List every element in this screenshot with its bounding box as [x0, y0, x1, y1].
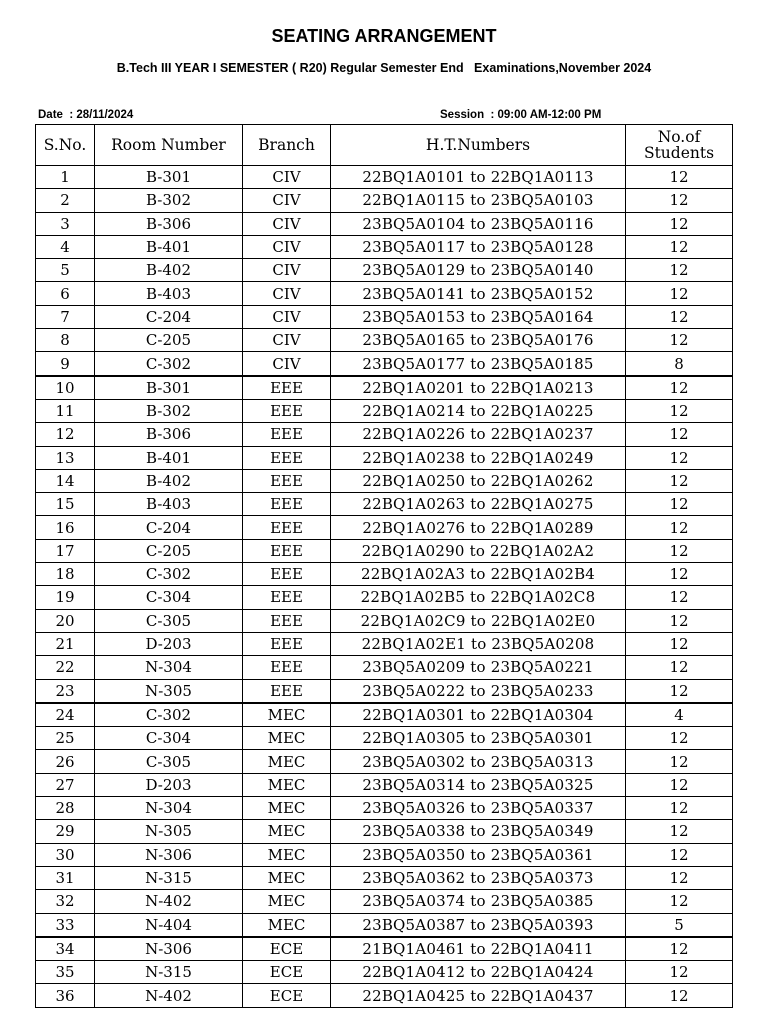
cell-sno: 18 [36, 563, 95, 586]
cell-ht-numbers: 22BQ1A0226 to 22BQ1A0237 [331, 423, 626, 446]
cell-students: 12 [626, 797, 733, 820]
cell-students: 12 [626, 773, 733, 796]
cell-ht-numbers: 22BQ1A0101 to 22BQ1A0113 [331, 166, 626, 189]
cell-room: N-305 [95, 820, 243, 843]
cell-sno: 28 [36, 797, 95, 820]
cell-students: 12 [626, 166, 733, 189]
cell-room: B-306 [95, 212, 243, 235]
cell-sno: 6 [36, 282, 95, 305]
cell-branch: MEC [243, 773, 331, 796]
table-row [36, 632, 733, 655]
cell-branch: CIV [243, 235, 331, 258]
cell-ht-numbers: 22BQ1A0412 to 22BQ1A0424 [331, 961, 626, 984]
cell-branch: ECE [243, 961, 331, 984]
table-row [36, 679, 733, 703]
cell-ht-numbers: 23BQ5A0338 to 23BQ5A0349 [331, 820, 626, 843]
cell-students: 12 [626, 329, 733, 352]
cell-ht-numbers: 22BQ1A0305 to 23BQ5A0301 [331, 727, 626, 750]
cell-students: 12 [626, 189, 733, 212]
cell-branch: CIV [243, 305, 331, 328]
cell-sno: 2 [36, 189, 95, 212]
cell-branch: CIV [243, 352, 331, 376]
cell-room: N-305 [95, 679, 243, 703]
cell-students: 12 [626, 890, 733, 913]
cell-sno: 4 [36, 235, 95, 258]
cell-branch: EEE [243, 376, 331, 400]
cell-ht-numbers: 23BQ5A0104 to 23BQ5A0116 [331, 212, 626, 235]
cell-ht-numbers: 23BQ5A0153 to 23BQ5A0164 [331, 305, 626, 328]
table-row [36, 493, 733, 516]
cell-sno: 15 [36, 493, 95, 516]
cell-ht-numbers: 23BQ5A0374 to 23BQ5A0385 [331, 890, 626, 913]
cell-ht-numbers: 22BQ1A0263 to 22BQ1A0275 [331, 493, 626, 516]
cell-room: N-404 [95, 913, 243, 937]
cell-room: C-305 [95, 750, 243, 773]
cell-room: B-402 [95, 259, 243, 282]
table-row [36, 797, 733, 820]
col-header-branch: Branch [243, 125, 331, 166]
cell-students: 12 [626, 609, 733, 632]
table-row [36, 937, 733, 961]
table-row [36, 516, 733, 539]
table-row [36, 423, 733, 446]
cell-branch: EEE [243, 656, 331, 679]
table-row [36, 656, 733, 679]
cell-branch: EEE [243, 516, 331, 539]
table-row [36, 961, 733, 984]
cell-students: 8 [626, 352, 733, 376]
cell-sno: 35 [36, 961, 95, 984]
col-header-ht-numbers: H.T.Numbers [331, 125, 626, 166]
cell-sno: 34 [36, 937, 95, 961]
cell-ht-numbers: 21BQ1A0461 to 22BQ1A0411 [331, 937, 626, 961]
cell-ht-numbers: 23BQ5A0129 to 23BQ5A0140 [331, 259, 626, 282]
cell-room: C-302 [95, 563, 243, 586]
cell-branch: MEC [243, 820, 331, 843]
cell-sno: 30 [36, 843, 95, 866]
table-row [36, 866, 733, 889]
table-row [36, 399, 733, 422]
cell-branch: CIV [243, 259, 331, 282]
cell-sno: 25 [36, 727, 95, 750]
table-row [36, 446, 733, 469]
cell-room: N-402 [95, 984, 243, 1007]
cell-students: 12 [626, 820, 733, 843]
col-header-students: No.of Students [626, 125, 733, 166]
cell-branch: EEE [243, 423, 331, 446]
page-title: SEATING ARRANGEMENT [271, 26, 497, 46]
cell-ht-numbers: 23BQ5A0222 to 23BQ5A0233 [331, 679, 626, 703]
cell-students: 12 [626, 750, 733, 773]
cell-room: D-203 [95, 632, 243, 655]
cell-students: 12 [626, 235, 733, 258]
cell-ht-numbers: 22BQ1A02C9 to 22BQ1A02E0 [331, 609, 626, 632]
cell-branch: ECE [243, 937, 331, 961]
cell-room: C-304 [95, 586, 243, 609]
cell-sno: 3 [36, 212, 95, 235]
cell-branch: CIV [243, 212, 331, 235]
cell-ht-numbers: 23BQ5A0141 to 23BQ5A0152 [331, 282, 626, 305]
table-row [36, 586, 733, 609]
cell-sno: 5 [36, 259, 95, 282]
cell-room: C-302 [95, 352, 243, 376]
table-row [36, 609, 733, 632]
cell-students: 12 [626, 727, 733, 750]
table-row [36, 189, 733, 212]
cell-ht-numbers: 23BQ5A0209 to 23BQ5A0221 [331, 656, 626, 679]
cell-sno: 16 [36, 516, 95, 539]
cell-sno: 14 [36, 469, 95, 492]
cell-students: 12 [626, 282, 733, 305]
cell-branch: EEE [243, 679, 331, 703]
cell-branch: CIV [243, 166, 331, 189]
cell-branch: MEC [243, 750, 331, 773]
cell-sno: 36 [36, 984, 95, 1007]
cell-ht-numbers: 22BQ1A0276 to 22BQ1A0289 [331, 516, 626, 539]
cell-room: N-315 [95, 866, 243, 889]
cell-branch: CIV [243, 189, 331, 212]
cell-students: 12 [626, 399, 733, 422]
table-row [36, 376, 733, 400]
cell-room: N-402 [95, 890, 243, 913]
cell-sno: 10 [36, 376, 95, 400]
cell-ht-numbers: 22BQ1A0201 to 22BQ1A0213 [331, 376, 626, 400]
table-row [36, 352, 733, 376]
cell-sno: 33 [36, 913, 95, 937]
cell-students: 4 [626, 703, 733, 727]
cell-branch: EEE [243, 586, 331, 609]
col-header-room: Room Number [95, 125, 243, 166]
cell-sno: 7 [36, 305, 95, 328]
cell-students: 12 [626, 961, 733, 984]
cell-room: B-403 [95, 282, 243, 305]
cell-students: 12 [626, 423, 733, 446]
cell-room: C-204 [95, 516, 243, 539]
cell-sno: 32 [36, 890, 95, 913]
table-row [36, 820, 733, 843]
cell-ht-numbers: 22BQ1A0238 to 22BQ1A0249 [331, 446, 626, 469]
table-row [36, 727, 733, 750]
cell-students: 12 [626, 563, 733, 586]
cell-room: N-304 [95, 656, 243, 679]
cell-students: 12 [626, 656, 733, 679]
cell-sno: 1 [36, 166, 95, 189]
cell-branch: CIV [243, 329, 331, 352]
seating-table [35, 124, 733, 1008]
cell-sno: 11 [36, 399, 95, 422]
cell-students: 12 [626, 493, 733, 516]
cell-room: N-304 [95, 797, 243, 820]
cell-room: C-302 [95, 703, 243, 727]
cell-sno: 31 [36, 866, 95, 889]
cell-ht-numbers: 23BQ5A0117 to 23BQ5A0128 [331, 235, 626, 258]
cell-students: 12 [626, 632, 733, 655]
table-row [36, 212, 733, 235]
cell-room: B-401 [95, 446, 243, 469]
cell-room: B-302 [95, 399, 243, 422]
cell-room: C-205 [95, 329, 243, 352]
cell-students: 12 [626, 679, 733, 703]
cell-sno: 29 [36, 820, 95, 843]
table-row [36, 563, 733, 586]
table-row [36, 282, 733, 305]
cell-room: B-302 [95, 189, 243, 212]
cell-branch: CIV [243, 282, 331, 305]
cell-students: 12 [626, 866, 733, 889]
cell-students: 12 [626, 516, 733, 539]
cell-room: B-301 [95, 166, 243, 189]
cell-sno: 17 [36, 539, 95, 562]
cell-ht-numbers: 23BQ5A0177 to 23BQ5A0185 [331, 352, 626, 376]
cell-students: 12 [626, 469, 733, 492]
cell-ht-numbers: 22BQ1A0250 to 22BQ1A0262 [331, 469, 626, 492]
cell-sno: 24 [36, 703, 95, 727]
cell-room: B-401 [95, 235, 243, 258]
cell-branch: MEC [243, 727, 331, 750]
cell-room: D-203 [95, 773, 243, 796]
cell-ht-numbers: 22BQ1A02A3 to 22BQ1A02B4 [331, 563, 626, 586]
cell-branch: MEC [243, 843, 331, 866]
table-row [36, 890, 733, 913]
cell-room: C-304 [95, 727, 243, 750]
cell-students: 12 [626, 539, 733, 562]
table-row [36, 259, 733, 282]
cell-ht-numbers: 22BQ1A02E1 to 23BQ5A0208 [331, 632, 626, 655]
cell-branch: EEE [243, 563, 331, 586]
cell-students: 12 [626, 984, 733, 1007]
table-row [36, 984, 733, 1007]
cell-students: 12 [626, 259, 733, 282]
cell-branch: EEE [243, 632, 331, 655]
cell-sno: 27 [36, 773, 95, 796]
table-row [36, 305, 733, 328]
table-row [36, 703, 733, 727]
cell-sno: 8 [36, 329, 95, 352]
table-row [36, 469, 733, 492]
cell-students: 12 [626, 305, 733, 328]
cell-branch: MEC [243, 890, 331, 913]
cell-room: C-204 [95, 305, 243, 328]
cell-branch: MEC [243, 797, 331, 820]
cell-students: 5 [626, 913, 733, 937]
table-row [36, 773, 733, 796]
cell-room: C-305 [95, 609, 243, 632]
cell-ht-numbers: 22BQ1A0214 to 22BQ1A0225 [331, 399, 626, 422]
cell-students: 12 [626, 212, 733, 235]
cell-branch: MEC [243, 866, 331, 889]
cell-ht-numbers: 23BQ5A0302 to 23BQ5A0313 [331, 750, 626, 773]
table-row [36, 843, 733, 866]
cell-ht-numbers: 23BQ5A0326 to 23BQ5A0337 [331, 797, 626, 820]
table-row [36, 235, 733, 258]
cell-sno: 13 [36, 446, 95, 469]
cell-sno: 9 [36, 352, 95, 376]
table-row [36, 750, 733, 773]
cell-students: 12 [626, 937, 733, 961]
cell-branch: EEE [243, 493, 331, 516]
table-row [36, 166, 733, 189]
table-body [36, 166, 733, 1008]
cell-sno: 23 [36, 679, 95, 703]
exam-session: Session : 09:00 AM-12:00 PM [440, 109, 602, 121]
cell-room: N-306 [95, 843, 243, 866]
table-header-row [36, 125, 733, 166]
cell-room: B-306 [95, 423, 243, 446]
cell-room: N-315 [95, 961, 243, 984]
cell-ht-numbers: 23BQ5A0362 to 23BQ5A0373 [331, 866, 626, 889]
cell-room: B-402 [95, 469, 243, 492]
cell-ht-numbers: 23BQ5A0314 to 23BQ5A0325 [331, 773, 626, 796]
cell-ht-numbers: 22BQ1A0115 to 23BQ5A0103 [331, 189, 626, 212]
cell-sno: 19 [36, 586, 95, 609]
cell-ht-numbers: 23BQ5A0350 to 23BQ5A0361 [331, 843, 626, 866]
cell-branch: EEE [243, 539, 331, 562]
cell-branch: EEE [243, 446, 331, 469]
cell-students: 12 [626, 376, 733, 400]
cell-ht-numbers: 23BQ5A0387 to 23BQ5A0393 [331, 913, 626, 937]
exam-date: Date : 28/11/2024 [38, 109, 134, 121]
exam-subtitle: B.Tech III YEAR I SEMESTER ( R20) Regular Semester End Examinations,November 2024 [116, 61, 652, 75]
cell-room: B-403 [95, 493, 243, 516]
cell-ht-numbers: 22BQ1A0425 to 22BQ1A0437 [331, 984, 626, 1007]
cell-sno: 22 [36, 656, 95, 679]
cell-sno: 20 [36, 609, 95, 632]
cell-ht-numbers: 22BQ1A0301 to 22BQ1A0304 [331, 703, 626, 727]
cell-sno: 26 [36, 750, 95, 773]
cell-branch: EEE [243, 469, 331, 492]
cell-ht-numbers: 22BQ1A02B5 to 22BQ1A02C8 [331, 586, 626, 609]
cell-students: 12 [626, 843, 733, 866]
cell-branch: EEE [243, 609, 331, 632]
cell-room: C-205 [95, 539, 243, 562]
cell-sno: 21 [36, 632, 95, 655]
col-header-sno: S.No. [36, 125, 95, 166]
cell-students: 12 [626, 586, 733, 609]
table-row [36, 913, 733, 937]
cell-branch: MEC [243, 913, 331, 937]
cell-room: B-301 [95, 376, 243, 400]
cell-ht-numbers: 23BQ5A0165 to 23BQ5A0176 [331, 329, 626, 352]
cell-branch: MEC [243, 703, 331, 727]
table-row [36, 329, 733, 352]
cell-sno: 12 [36, 423, 95, 446]
cell-branch: EEE [243, 399, 331, 422]
table-row [36, 539, 733, 562]
cell-branch: ECE [243, 984, 331, 1007]
cell-ht-numbers: 22BQ1A0290 to 22BQ1A02A2 [331, 539, 626, 562]
cell-students: 12 [626, 446, 733, 469]
cell-room: N-306 [95, 937, 243, 961]
